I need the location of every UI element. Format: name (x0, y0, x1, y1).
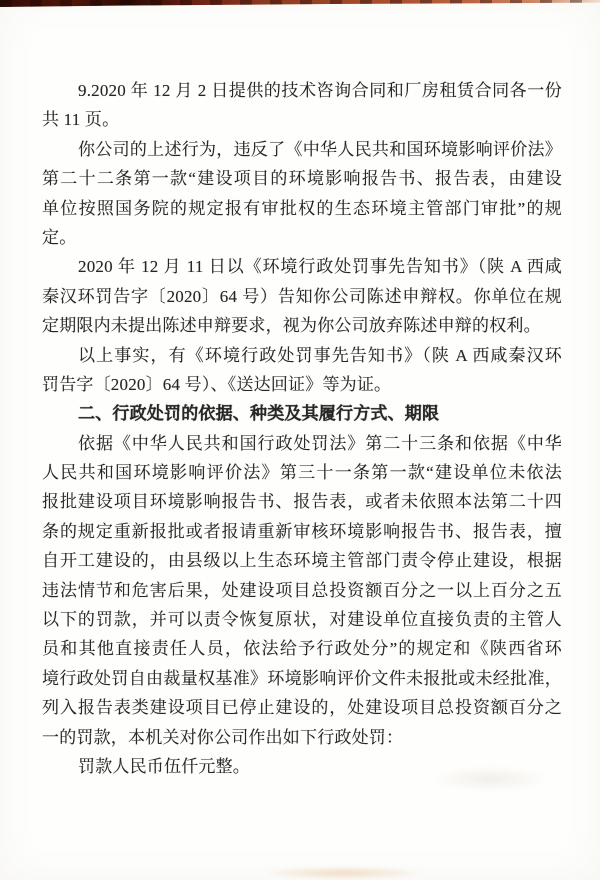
document-text-line: 第二十二条第一款“建设项目的环境影响报告书、报告表，由建设 (42, 169, 562, 189)
document-text-line: 人民共和国环境影响评价法》第三十一条第一款“建设单位未依法 (42, 463, 562, 483)
document-text-line: 9.2020 年 12 月 2 日提供的技术咨询合同和厂房租赁合同各一份 (78, 81, 562, 100)
document-text-line: 定。 (42, 227, 77, 247)
document-text-line: 违法情节和危害后果，处建设项目总投资额百分之一以上百分之五 (42, 580, 562, 600)
document-text-line: 以下的罚款，并可以责令恢复原状，对建设单位直接负责的主管人 (42, 610, 562, 630)
document-text-line: 定期限内未提出陈述申辩要求，视为你公司放弃陈述申辩的权利。 (42, 316, 541, 336)
document-text-line: 你公司的上述行为，违反了《中华人民共和国环境影响评价法》 (78, 139, 562, 159)
scan-smudge-artifact-2 (430, 766, 550, 792)
document-text-line: 2020 年 12 月 11 日以《环境行政处罚事先告知书》（陕 A 西咸 (78, 257, 562, 277)
document-text-line: 自开工建设的，由县级以上生态环境主管部门责令停止建设，根据 (42, 551, 562, 571)
document-text-line: 共 11 页。 (42, 110, 120, 130)
document-text-line: 条的规定重新报批或者报请重新审核环境影响报告书、报告表，擅 (42, 521, 562, 541)
document-text-line: 报批建设项目环境影响报告书、报告表，或者未依照本法第二十四 (42, 492, 562, 512)
document-text-line: 依据《中华人民共和国行政处罚法》第二十三条和依据《中华 (78, 433, 562, 453)
document-text-line: 列入报告表类建设项目已停止建设的，处建设项目总投资额百分之 (42, 698, 562, 718)
document-text-line: 秦汉环罚告字〔2020〕64 号）告知你公司陈述申辩权。你单位在规 (42, 286, 562, 306)
document-text-line: 以上事实，有《环境行政处罚事先告知书》（陕 A 西咸秦汉环 (78, 345, 562, 365)
document-text-line: 罚款人民币伍仟元整。 (78, 756, 250, 776)
scan-smudge-artifact (268, 867, 418, 879)
document-text-line: 一的罚款，本机关对你公司作出如下行政处罚： (42, 727, 404, 747)
document-text-line: 罚告字〔2020〕64 号）、《送达回证》等为证。 (42, 374, 392, 394)
document-text-line: 员和其他直接责任人员，依法给予行政处分”的规定和《陕西省环 (42, 639, 562, 659)
document-text-line: 单位按照国务院的规定报有审批权的生态环境主管部门审批”的规 (42, 198, 562, 218)
document-text-line: 境行政处罚自由裁量权基准》环境影响评价文件未报批或未经批准， (42, 668, 562, 688)
section-heading: 二、行政处罚的依据、种类及其履行方式、期限 (78, 404, 440, 424)
scan-edge-artifact (0, 0, 600, 7)
document-body (42, 76, 562, 781)
